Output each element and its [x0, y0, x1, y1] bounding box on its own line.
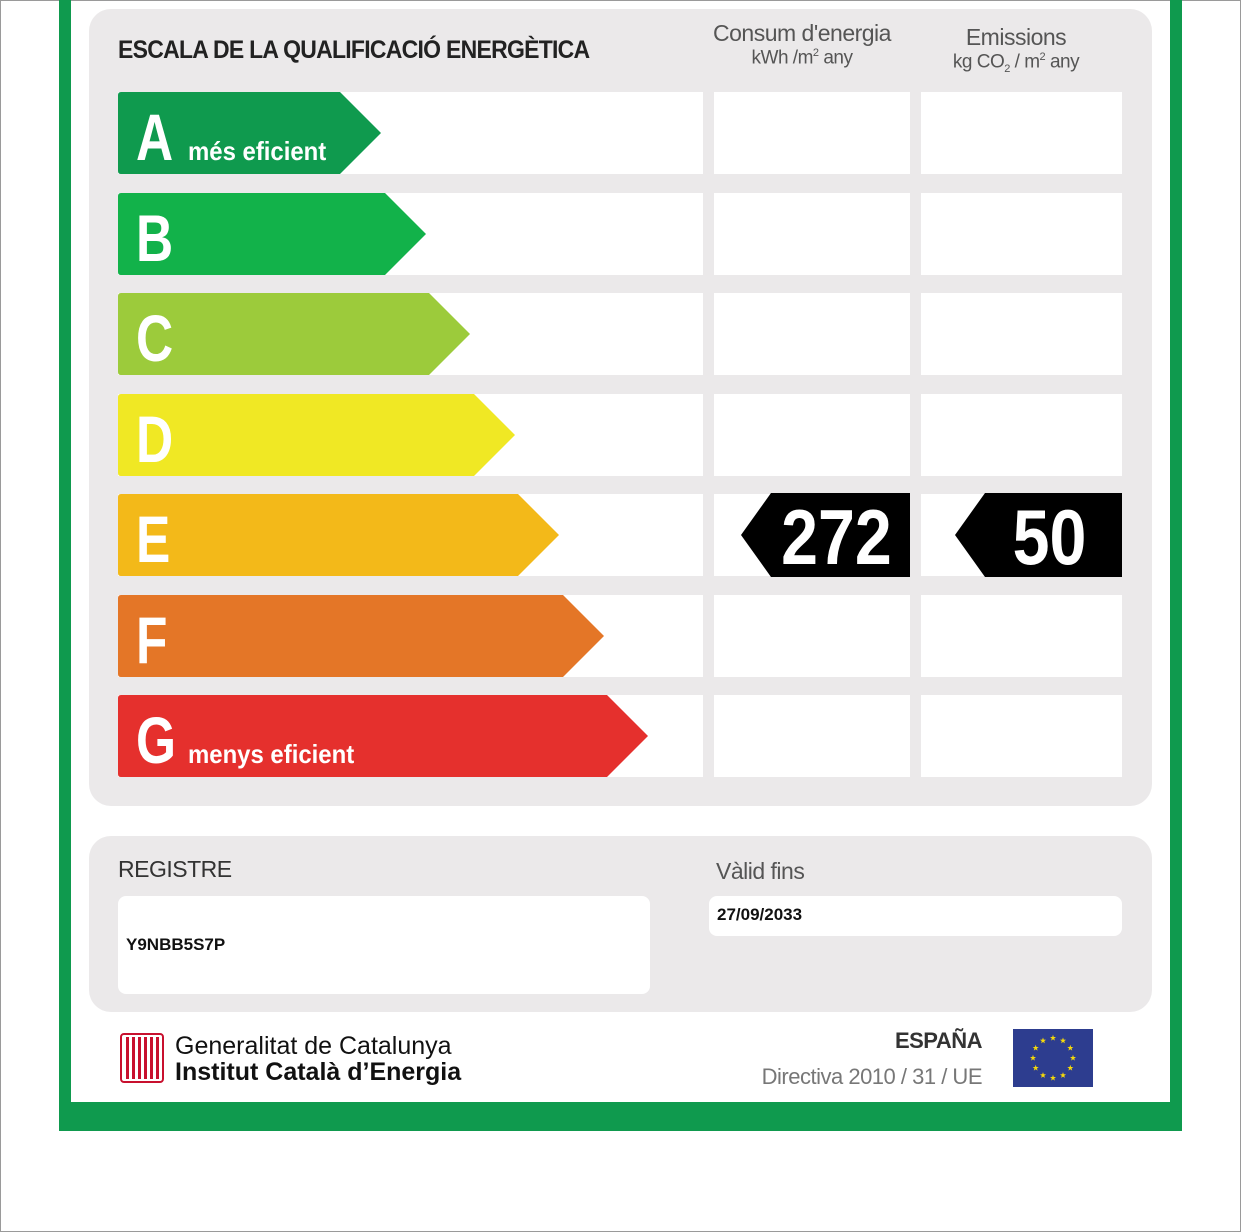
emissions-cell-d: [921, 394, 1122, 476]
valid-until-value: 27/09/2033: [717, 905, 803, 924]
scale-title: ESCALA DE LA QUALIFICACIÓ ENERGÈTICA: [118, 36, 590, 64]
country-label: ESPAÑA: [894, 1028, 982, 1053]
energy-result-badge-value: 272: [781, 493, 892, 581]
emissions-column-header: [928, 24, 1104, 75]
energy-cell-a: [714, 92, 910, 174]
rating-sublabel: més eficient: [188, 136, 327, 166]
energy-cell-b: [714, 193, 910, 275]
energy-column-unit: kWh $/m^2$ any: [751, 47, 853, 69]
rating-letter: G: [136, 703, 175, 777]
emissions-column-title: Emissions: [965, 24, 1067, 50]
emissions-cell-a: [921, 92, 1122, 174]
generalitat-emblem-icon: [120, 1033, 164, 1083]
rating-letter: A: [136, 100, 172, 174]
directive-label: Directiva 2010 / 31 / UE: [761, 1064, 982, 1089]
energy-column-title: Consum d'energia: [713, 20, 891, 46]
rating-arrow-d: [118, 394, 515, 476]
rating-arrow-f: [118, 595, 604, 677]
valid-until-label: Vàlid fins: [716, 858, 805, 884]
energy-cell-c: [714, 293, 910, 375]
emissions-cell-b: [921, 193, 1122, 275]
emissions-cell-f: [921, 595, 1122, 677]
rating-arrow-c: [118, 293, 470, 375]
rating-letter: B: [136, 201, 172, 275]
energy-cell-f: [714, 595, 910, 677]
energy-cell-g: [714, 695, 910, 777]
rating-arrow-a: [118, 92, 381, 174]
rating-arrow-g: [118, 695, 648, 777]
emissions-result-badge-value: 50: [1012, 493, 1087, 581]
rating-letter: D: [136, 402, 172, 476]
registry-label: REGISTRE: [118, 856, 232, 882]
frame-border-bottom: [59, 1102, 1182, 1131]
energy-result-badge: [741, 493, 910, 581]
frame-border-left: [59, 0, 71, 1131]
rating-arrow-b: [118, 193, 426, 275]
generalitat-name: Generalitat de Catalunya: [175, 1032, 452, 1060]
rating-arrow-e: [118, 494, 559, 576]
institute-name: Institut Català d’Energia: [175, 1058, 462, 1086]
emissions-cell-c: [921, 293, 1122, 375]
rating-letter: F: [136, 603, 166, 677]
emissions-result-badge: [955, 493, 1122, 581]
rating-letter: C: [136, 301, 172, 375]
rating-sublabel: menys eficient: [188, 739, 355, 769]
registry-value: Y9NBB5S7P: [126, 935, 226, 954]
frame-border-right: [1170, 0, 1182, 1131]
emissions-cell-g: [921, 695, 1122, 777]
eu-flag-icon: [1013, 1029, 1093, 1087]
emissions-column-unit: kg $CO_2 / m^2$ any: [952, 51, 1080, 76]
rating-letter: E: [136, 502, 169, 576]
energy-cell-d: [714, 394, 910, 476]
energy-column-header: [712, 20, 892, 69]
